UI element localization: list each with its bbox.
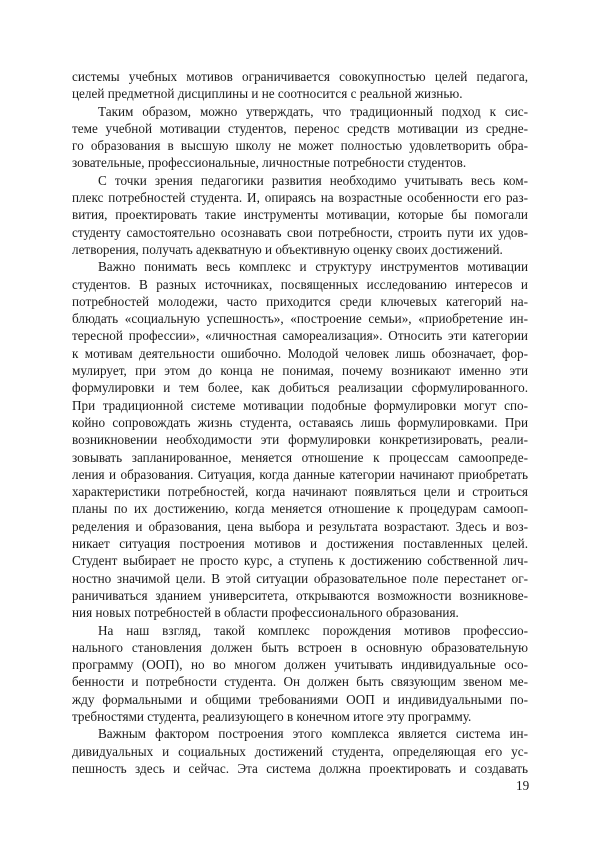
text-line: системы учебных мотивов ограничивается совокупностью целей педагога, bbox=[72, 69, 528, 84]
text-line: раничиваться зданием университета, открываются возможности возникнове- bbox=[72, 587, 528, 603]
text-line: На наш взгляд, такой комплекс порождения мотивов профессио- bbox=[98, 622, 528, 638]
text-line: Важно понимать весь комплекс и структуру инструментов мотивации bbox=[98, 259, 528, 275]
text-line: ния новых потребностей в области профессионального образования. bbox=[72, 605, 459, 621]
text-line: нального становления должен быть встроен в основную образовательную bbox=[72, 639, 528, 655]
text-line: планы по их достижению, когда меняется отношение к процедурам самооп- bbox=[72, 501, 528, 517]
page-number: 19 bbox=[516, 778, 530, 793]
text-line: возникновении необходимости эти формулировки конкретизировать, реали- bbox=[72, 432, 528, 448]
text-line: требностями студента, реализующего в конечном итоге эту программу. bbox=[72, 708, 472, 724]
text-line: ностно значимой цели. В этой ситуации образовательное поле перестанет ог- bbox=[72, 570, 528, 586]
text-line: характеристики потребностей, когда начинают появляться цели и строиться bbox=[72, 484, 528, 500]
text-line: блюдать «социальную успешность», «построение семьи», «приобретение ин- bbox=[72, 311, 528, 327]
text-line: вития, проектировать такие инструменты мотивации, которые бы помогали bbox=[72, 207, 528, 223]
text-line: пешность здесь и сейчас. Эта система должна проектировать и создавать bbox=[72, 760, 528, 776]
text-line: формулировки и тем более, как добиться реализации сформулированного. bbox=[72, 380, 528, 396]
text-line: ления и образования. Ситуация, когда данные категории начинают приобретать bbox=[72, 466, 528, 482]
text-line: С точки зрения педагогики развития необходимо учитывать весь ком- bbox=[98, 172, 528, 188]
text-line: койно сопровождать жизнь студента, оставаясь лишь формулировками. При bbox=[72, 414, 528, 430]
text-line: никает ситуация построения мотивов и достижения поставленных целей. bbox=[72, 536, 528, 552]
text-line: бенности и потребности студента. Он должен быть связующим звеном ме- bbox=[72, 674, 528, 690]
text-line: зовывать запланированное, меняется отношение к процессам самоопреде- bbox=[72, 449, 528, 465]
text-line: программу (ООП), но во многом должен учитывать индивидуальные осо- bbox=[72, 657, 528, 673]
text-line: Студент выбирает не просто курс, а ступень к достижению собственной лич- bbox=[72, 553, 528, 569]
text-line: студенту самостоятельно осознавать свои потребности, строить пути их удов- bbox=[72, 224, 528, 240]
text-line: плекс потребностей студента. И, опираясь на возрастные особенности его раз- bbox=[72, 190, 528, 206]
text-line: Важным фактором построения этого комплекса является система ин- bbox=[98, 726, 528, 742]
text-line: потребностей молодежи, часто приходится среди ключевых категорий на- bbox=[72, 293, 528, 309]
text-line: жду формальными и общими требованиями ООП и индивидуальными по- bbox=[72, 691, 528, 707]
text-line: го образования в высшую школу не может полностью удовлетворить обра- bbox=[72, 138, 528, 154]
text-line: студентов. В разных источниках, посвященных исследованию интересов и bbox=[72, 276, 528, 292]
page-body bbox=[72, 68, 528, 777]
text-line: дивидуальных и социальных достижений студента, определяющая его ус- bbox=[72, 743, 528, 759]
text-line: теме учебной мотивации студентов, перенос средств мотивации из средне- bbox=[72, 120, 528, 136]
text-line: Таким образом, можно утверждать, что традиционный подход к сис- bbox=[98, 103, 528, 119]
text-line: летворения, получать адекватную и объективную оценку своих достижений. bbox=[72, 241, 503, 257]
text-line: мулирует, при этом до конца не понимая, почему возникают именно эти bbox=[72, 363, 528, 379]
text-line: к мотивам деятельности ошибочно. Молодой человек лишь обозначает, фор- bbox=[72, 345, 528, 361]
text-line: зовательные, профессиональные, личностные потребности студентов. bbox=[72, 155, 467, 171]
text-line: ределения и образования, цена выбора и результата возрастают. Здесь и воз- bbox=[72, 518, 528, 534]
text-line: При традиционной системе мотивации подобные формулировки могут спо- bbox=[72, 397, 528, 413]
text-line: целей предметной дисциплины и не соотносится с реальной жизнью. bbox=[72, 86, 463, 102]
text-line: тересной профессии», «личностная самореализация». Относить эти категории bbox=[72, 328, 528, 344]
